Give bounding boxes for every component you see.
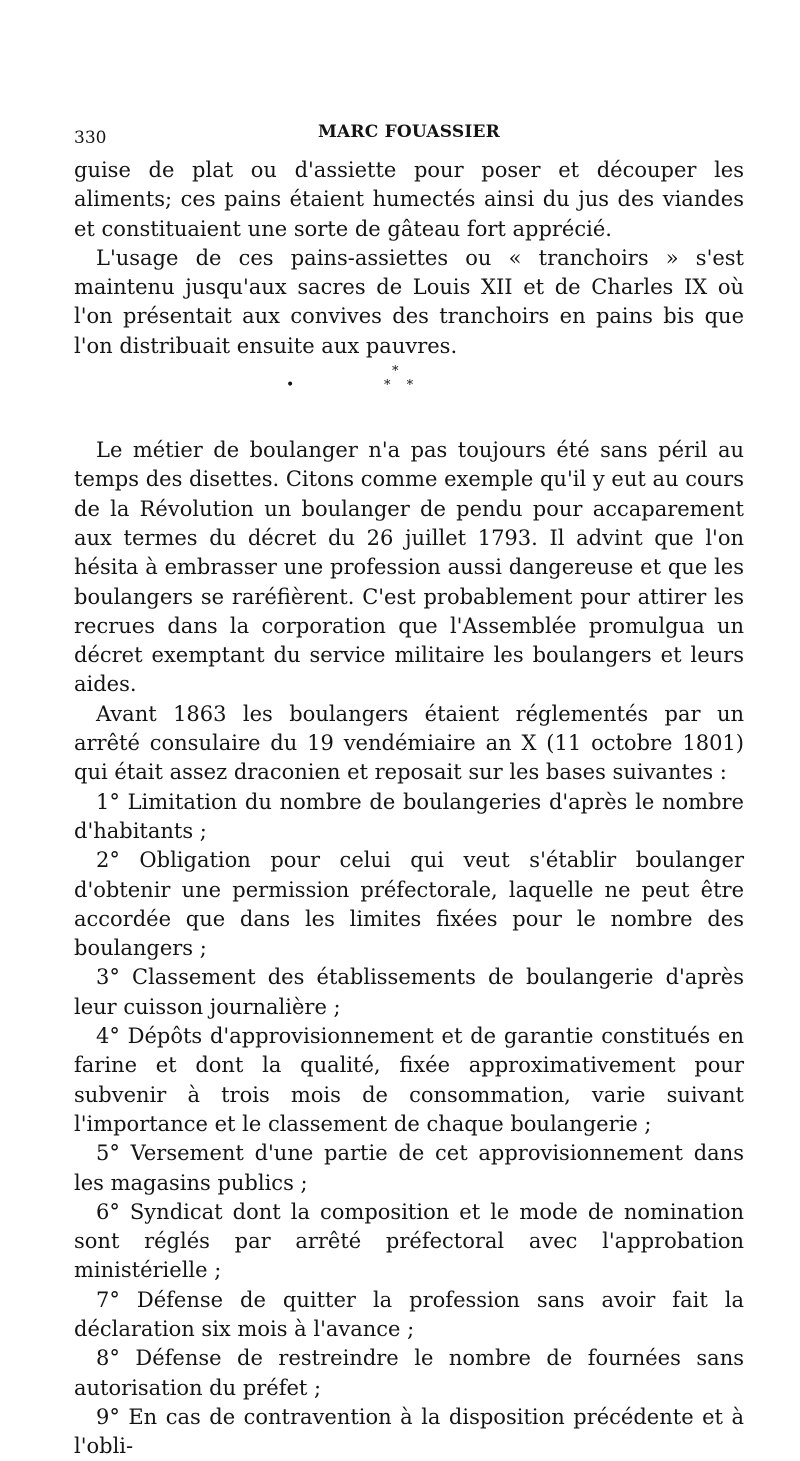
page-number: 330 bbox=[74, 128, 107, 148]
running-head bbox=[74, 118, 744, 156]
paragraph-continuation: guise de plat ou d'assiette pour poser et découper les aliments; ces pains étaient humectés ainsi du jus des viandes et constituaient une sorte de gâteau fort apprécié. bbox=[74, 158, 744, 241]
paragraph-reglementation: Avant 1863 les boulangers étaient réglementés par un arrêté consulaire du 19 vendémiaire an X (11 octobre 1801) qui était assez draconien et reposait sur les bases suivantes : bbox=[74, 701, 744, 785]
book-page bbox=[74, 118, 744, 1461]
list-item: 1° Limitation du nombre de boulangeries d'après le nombre d'habitants ; bbox=[74, 789, 744, 843]
list-item: 5° Versement d'une partie de cet approvisionnement dans les magasins publics ; bbox=[74, 1141, 744, 1195]
list-item: 7° Défense de quitter la profession sans avoir fait la déclaration six mois à l'avance ; bbox=[74, 1287, 744, 1341]
list-item: 9° En cas de contravention à la disposition précédente et à l'obli- bbox=[74, 1404, 744, 1459]
section-separator-asterism bbox=[74, 361, 744, 436]
list-item: 2° Obligation pour celui qui veut s'établir boulanger d'obtenir une permission préfectorale, laquelle ne peut être accordée que dans les limites fixées pour le nombre des boulangers ; bbox=[74, 848, 744, 961]
list-item: 8° Défense de restreindre le nombre de fournées sans autorisation du préfet ; bbox=[74, 1346, 744, 1400]
paragraph-tranchoirs: L'usage de ces pains-assiettes ou « tranchoirs » s'est maintenu jusqu'aux sacres de Louis XII et de Charles IX où l'on présentait aux convives des tranchoirs en pains bis que l'on distribuait ensuite aux pauvres. bbox=[74, 245, 744, 358]
asterism-top-star: * bbox=[392, 364, 399, 380]
list-item: 6° Syndicat dont la composition et le mode de nomination sont réglés par arrêté préfectoral avec l'approbation ministérielle ; bbox=[74, 1199, 744, 1283]
list-item: 4° Dépôts d'approvisionnement et de garantie constitués en farine et dont la qualité, fixée approximativement pour subvenir à trois mois de consommation, varie suivant l'importance et le classement de chaque boulangerie ; bbox=[74, 1024, 744, 1136]
paragraph-boulanger-peril: Le métier de boulanger n'a pas toujours été sans péril au temps des disettes. Citons comme exemple qu'il y eut au cours de la Révolution un boulanger de pendu pour accaparement aux termes du décret du 26 juillet 1793. Il advint que l'on hésita à embrasser une profession aussi dangereuse et que les boulangers se raréfièrent. C'est probablement pour attirer les recrues dans la corporation que l'Assemblée promulgua un décret exemptant du service militaire les boulangers et leurs aides. bbox=[74, 438, 744, 697]
list-item: 3° Classement des établissements de boulangerie d'après leur cuisson journalière ; bbox=[74, 965, 744, 1019]
stray-dot: • bbox=[286, 377, 295, 394]
running-title: MARC FOUASSIER bbox=[318, 122, 500, 142]
asterism-bottom-stars: * * bbox=[384, 378, 420, 394]
